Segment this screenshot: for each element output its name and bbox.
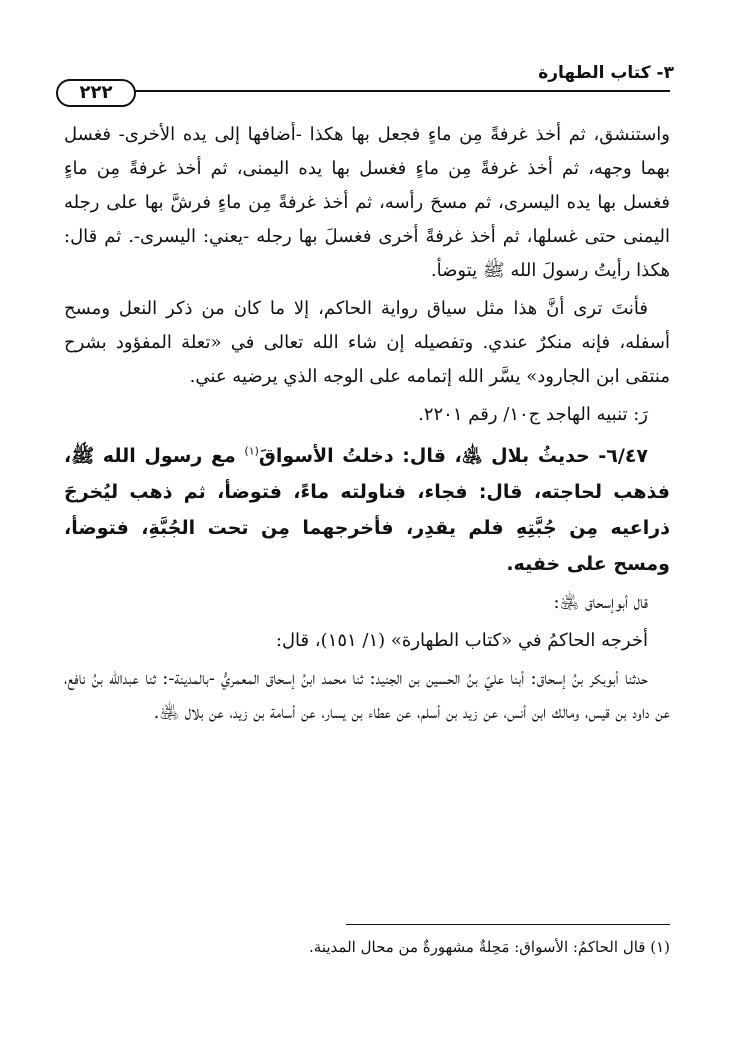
paragraph-continuation: واستنشق، ثم أخذ غرفةً مِن ماءٍ فجعل بها هكذا -أضافها إلى يده الأخرى- فغسل بهما وجهه، ثم أخذ غرفةً مِن ماءٍ فغسل بها يده اليمنى، ثم أخذ غرفةً مِن ماءٍ فغسل بها يده اليسرى، ثم مسحَ رأسه، ثم أخذ غرفةً مِن ماءٍ فرشَّ بها على رجله اليمنى حتى غسلها، ثم أخذ غرفةً أخرى فغسلَ بها رجله -يعني: اليسرى-. ثم قال: هكذا رأيتُ رسولَ الله ﷺ يتوضأ. (64, 124, 670, 281)
paragraph-author-note: قال أبوإسحاق ﵁: (553, 592, 648, 613)
hadith-number: ٦/٤٧- (598, 445, 649, 467)
chapter-title: ٣- كتاب الطهارة (538, 63, 674, 83)
page-number: ٢٢٢ (56, 79, 136, 107)
hadith-text (64, 438, 670, 582)
paragraph-isnad: حدثنا أبوبكر بنُ إسحاق: أبنا عليّ بنُ الحسين بن الجنيد: ثنا محمد ابنُ إسحاق المعمريُّ -بالمدينة-: ثنا عبدالله بنُ نافع، عن داود بن قيس، ومالك ابن أنس، عن زيد بن أسلم، عن عطاء بن يسار، عن أسامة بن زيد، عن بلال ﵁. (64, 668, 670, 723)
hadith-text-start: حديثُ بلال ﵁، قال: دخلتُ الأسواقَ (258, 445, 590, 467)
paragraph-source: أخرجه الحاكمُ في «كتاب الطهارة» (١/ ١٥١)، قال: (275, 630, 648, 651)
paragraph-reference: رَ: تنبيه الهاجد ج١٠/ رقم ٢٢٠١. (418, 404, 648, 425)
footnote: (١) قال الحاكمُ: الأسواق: مَحِلةٌ مشهورةٌ من محال المدينة. (309, 938, 670, 956)
footnote-rule (346, 924, 670, 925)
hadith-text-rest: مع رسول الله ﷺ، فذهب لحاجته، قال: فجاء، فناولته ماءً، فتوضأ، ثم ذهب ليُخرجَ ذراعيه مِن جُبَّتِهِ فلم يقدِر، فأخرجهما مِن تحت الجُبَّةِ، فتوضأ، ومسح على خفيه. (64, 445, 670, 575)
paragraph-commentary: فأنتَ ترى أنَّ هذا مثل سياق رواية الحاكم، إلا ما كان من ذكر النعل ومسح أسفله، فإنه منكرٌ عندي. وتفصيله إن شاء الله تعالى في «تعلة المفؤود بشرح منتقى ابن الجارود» يسَّر الله إتمامه على الوجه الذي يرضيه عني. (64, 298, 670, 387)
footnote-marker: (١) (244, 444, 259, 458)
header-rule (64, 90, 670, 92)
body-text (64, 118, 670, 730)
